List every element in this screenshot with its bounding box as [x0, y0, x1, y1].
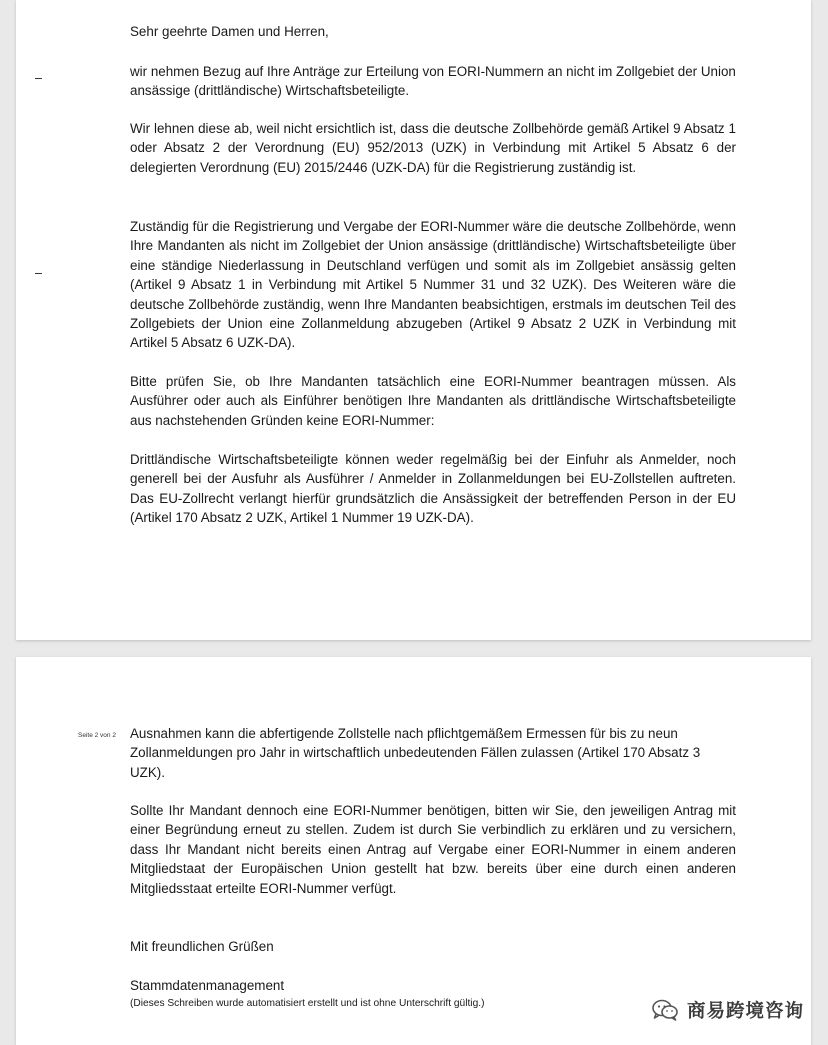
closing: Mit freundlichen Grüßen — [130, 939, 274, 954]
paragraph-exceptions: Ausnahmen kann die abfertigende Zollstelle nach pflichtgemäßem Ermessen für bis zu neun Zollanmeldungen pro Jahr in wirtschaftlich unbedeutenden Fällen zulassen (Artikel 170 Absatz 3 UZK). — [130, 726, 701, 780]
automated-note: (Dieses Schreiben wurde automatisiert erstellt und ist ohne Unterschrift gültig.) — [130, 998, 485, 1009]
paragraph-rejection: Wir lehnen diese ab, weil nicht ersichtlich ist, dass die deutsche Zollbehörde gemäß Artikel 9 Absatz 1 oder Absatz 2 der Verordnung (EU) 952/2013 (UZK) in Verbindung mit Artikel 5 Absatz 6 der delegierten Verordnung (EU) 2015/2446 (UZK-DA) für die Registrierung zuständig ist. — [130, 121, 736, 175]
salutation: Sehr geehrte Damen und Herren, — [130, 24, 329, 39]
page-number: Seite 2 von 2 — [78, 732, 116, 739]
paragraph-reapply: Sollte Ihr Mandant dennoch eine EORI-Nummer benötigen, bitten wir Sie, den jeweiligen Antrag mit einer Begründung erneut zu stellen. Zudem ist durch Sie verbindlich zu erklären und zu versichern, dass Ihr Mandant nicht bereits einen Antrag auf Vergabe einer EORI-Nummer in einem anderen Mitgliedstaat der Europäischen Union gestellt hat bzw. bereits über eine durch einen anderen Mitgliedsstaat erteilte EORI-Nummer verfügt. — [130, 803, 736, 896]
wechat-icon — [651, 999, 679, 1021]
letter-page-1 — [16, 0, 811, 640]
watermark-text: 商易跨境咨询 — [686, 1001, 804, 1022]
fold-mark — [35, 273, 42, 274]
watermark — [651, 997, 804, 1023]
fold-mark — [35, 78, 42, 79]
paragraph-check: Bitte prüfen Sie, ob Ihre Mandanten tatsächlich eine EORI-Nummer beantragen müssen. Als Ausführer oder auch als Einführer benötigen Ihre Mandanten als drittländische Wirtschaftsbeteiligte aus nachstehenden Gründen keine EORI-Nummer: — [130, 374, 736, 428]
paragraph-competence: Zuständig für die Registrierung und Vergabe der EORI-Nummer wäre die deutsche Zollbehörde, wenn Ihre Mandanten als nicht im Zollgebiet der Union ansässige (drittländische) Wirtschaftsbeteiligte über eine ständige Niederlassung in Deutschland verfügen und somit als im Zollgebiet ansässig gelten (Artikel 9 Absatz 1 in Verbindung mit Artikel 5 Nummer 31 und 32 UZK). Des Weiteren wäre die deutsche Zollbehörde zuständig, wenn Ihre Mandanten beabsichtigen, erstmals im deutschen Teil des Zollgebiets der Union eine Zollanmeldung abzugeben (Artikel 9 Absatz 2 UZK in Verbindung mit Artikel 5 Absatz 6 UZK-DA). — [130, 219, 736, 351]
paragraph-reference: wir nehmen Bezug auf Ihre Anträge zur Erteilung von EORI-Nummern an nicht im Zollgebiet der Union ansässige (drittländische) Wirtschaftsbeteiligte. — [130, 64, 736, 99]
sender: Stammdatenmanagement — [130, 978, 285, 993]
letter-page-2 — [16, 657, 811, 1045]
paragraph-third-country: Drittländische Wirtschaftsbeteiligte können weder regelmäßig bei der Einfuhr als Anmelder, noch generell bei der Ausfuhr als Ausführer / Anmelder in Zollanmeldungen bei EU-Zollstellen auftreten. Das EU-Zollrecht verlangt hierfür grundsätzlich die Ansässigkeit der betreffenden Person in der EU (Artikel 170 Absatz 2 UZK, Artikel 1 Nummer 19 UZK-DA). — [130, 452, 736, 526]
